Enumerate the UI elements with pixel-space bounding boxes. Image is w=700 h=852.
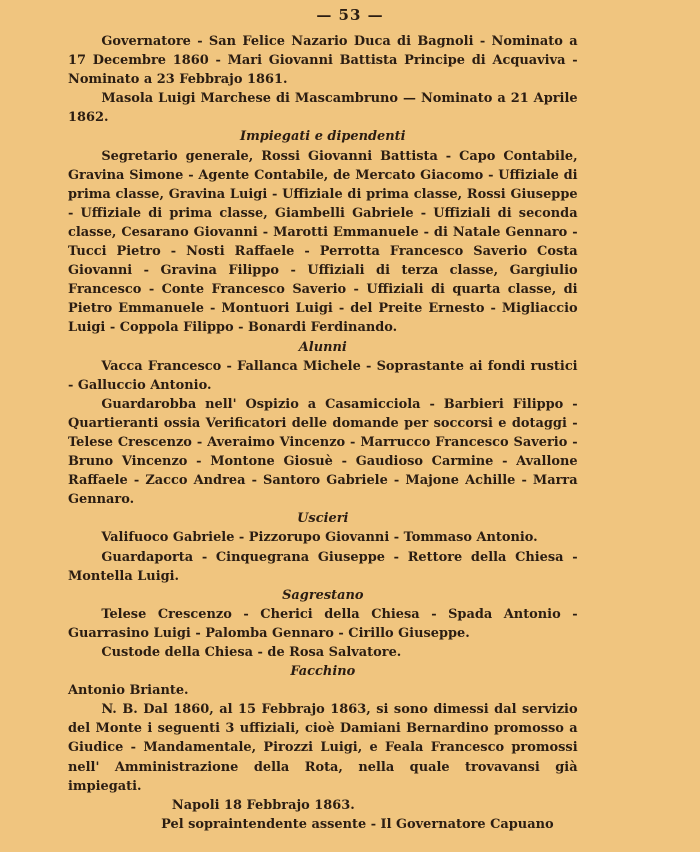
paragraph-facchino: Antonio Briante. <box>68 683 189 699</box>
paragraph-nota-bene: N. B. Dal 1860, al 15 Febbrajo 1863, si sono dimessi dal servizio del Monte i seguenti 3 uffiziali, cioè Damiani Bernardino promosso a Giudice - Mandamentale, Pirozzi Luigi, e Feala Francesco promossi nell' Amministrazione della Rota, nella quale trovavansi già impiegati. <box>68 702 578 794</box>
paragraph-uscieri: Valifuoco Gabriele - Pizzorupo Giovanni - Tommaso Antonio. <box>101 530 538 546</box>
section-heading-impiegati: Impiegati e dipendenti <box>240 129 406 145</box>
document-text <box>68 32 578 834</box>
paragraph-custode: Custode della Chiesa - de Rosa Salvatore. <box>101 645 402 660</box>
paragraph-impiegati: Segretario generale, Rossi Giovanni Battista - Capo Contabile, Gravina Simone - Agente Contabile, de Mercato Giacomo - Uffiziale di prima classe, Gravina Luigi - Uffiziale di prima classe, Rossi Giuseppe - Uffiziale di prima classe, Giambelli Gabriele - Uffiziali di seconda classe, Cesarano Giovanni - Marotti Emmanuele - di Natale Gennaro - Tucci Pietro - Nosti Raffaele - Perrotta Francesco Saverio Costa Giovanni - Gravina Filippo - Uffiziali di terza classe, Gargiulio Francesco - Conte Francesco Saverio - Uffiziali di quarta classe, di Pietro Emmanuele - Montuori Luigi - del Preite Ernesto - Migliaccio Luigi - Coppola Filippo - Bonardi Ferdinando. <box>68 148 578 336</box>
paragraph-sagrestano: Telese Crescenzo - Cherici della Chiesa - Spada Antonio - Guarrasino Luigi - Palomba Gennaro - Cirillo Giuseppe. <box>68 606 578 641</box>
paragraph-guardaporta: Guardaporta - Cinquegrana Giuseppe - Rettore della Chiesa - Montella Luigi. <box>68 549 578 584</box>
page-number: — 53 — <box>316 6 384 24</box>
paragraph-masola: Masola Luigi Marchese di Mascambruno — Nominato a 21 Aprile 1862. <box>68 91 578 126</box>
section-heading-sagrestano: Sagrestano <box>282 587 364 603</box>
section-heading-uscieri: Uscieri <box>297 511 349 527</box>
document-date: Napoli 18 Febbrajo 1863. <box>171 797 355 813</box>
paragraph-guardarobba: Guardarobba nell' Ospizio a Casamicciola - Barbieri Filippo - Quartieranti ossia Verificatori delle domande per soccorsi e dotaggi - Telese Crescenzo - Averaimo Vincenzo - Marrucco Francesco Saverio - Bruno Vincenzo - Montone Giosuè - Gaudioso Carmine - Avallone Raffaele - Zacco Andrea - Santoro Gabriele - Majone Achille - Marra Gennaro. <box>68 396 578 508</box>
section-heading-alunni: Alunni <box>298 339 347 355</box>
paragraph-alunni: Vacca Francesco - Fallanca Michele - Soprastante ai fondi rustici - Galluccio Antonio. <box>68 358 578 393</box>
section-heading-facchino: Facchino <box>290 664 356 680</box>
document-signature: Pel sopraintendente assente - Il Governatore Capuano <box>161 816 554 832</box>
paragraph-governatore: Governatore - San Felice Nazario Duca di Bagnoli - Nominato a 17 Decembre 1860 - Mari Giovanni Battista Principe di Acquaviva - Nominato a 23 Febbrajo 1861. <box>68 34 578 88</box>
